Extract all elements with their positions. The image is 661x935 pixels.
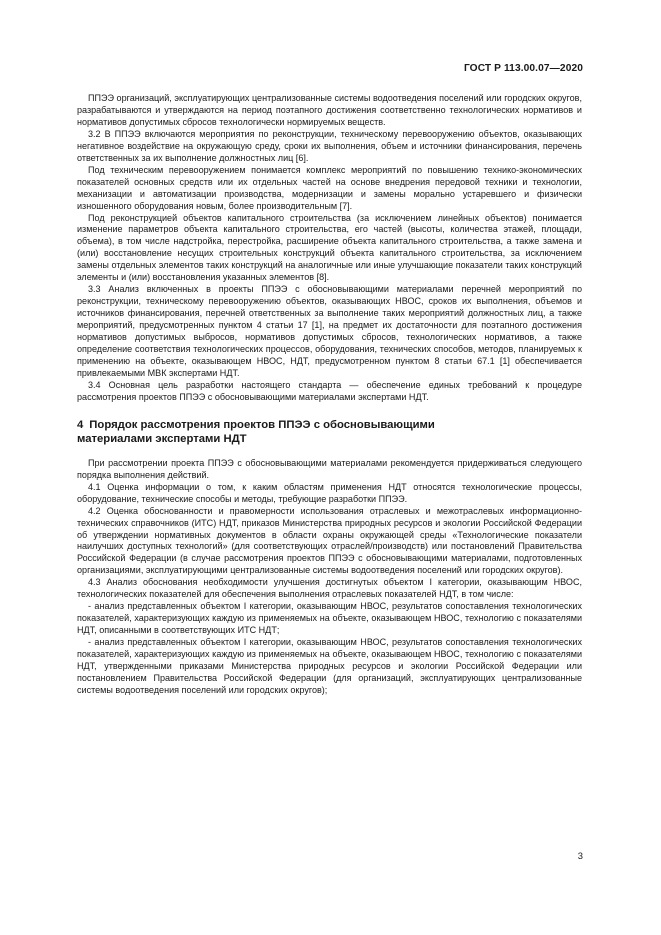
- paragraph: 3.2 В ППЭЭ включаются мероприятия по реконструкции, техническому перевооружению объектов, оказывающих негативное воздействие на окружающую среду, сроки их выполнения, объем и источники финансирования, перечень ответственных за их выполнение должностных лиц [6].: [77, 128, 582, 163]
- document-code: ГОСТ Р 113.00.07—2020: [463, 63, 583, 74]
- section-title-line2: материалами экспертами НДТ: [77, 432, 247, 445]
- paragraph: 3.4 Основная цель разработки настоящего стандарта — обеспечение единых требований к процедуре рассмотрения проектов ППЭЭ с обосновывающими материалами экспертами НДТ.: [77, 379, 582, 402]
- list-item: - анализ представленных объектом I категории, оказывающим НВОС, результатов сопоставления технологических показателей, характеризующих каждую из применяемых на объекте, оказывающем НВОС, технологию с показателями НДТ, утвержденными приказами Министерства природных ресурсов и экологии Российской Федерации или постановлением Правительства Российской Федерации (для организаций, эксплуатирующих централизованные системы водоотведения поселений или городских округов);: [77, 637, 582, 695]
- section-title-line1: Порядок рассмотрения проектов ППЭЭ с обосновывающими: [89, 418, 435, 431]
- paragraph: Под реконструкцией объектов капитального строительства (за исключением линейных объектов) понимается изменение параметров объекта капитального строительства, его частей (высоты, количества этажей, площади, объема), в том числе надстройка, перестройка, расширение объекта капитального строительства, а также замена и (или) восстановление несущих строительных конструкций объекта капитального строительства, за исключением замены отдельных элементов таких конструкций на аналогичные или иные улучшающие показатели таких конструкций элементы и (или) восстановления указанных элементов [8].: [77, 212, 582, 283]
- paragraph: При рассмотрении проекта ППЭЭ с обосновывающими материалами рекомендуется придерживаться следующего порядка выполнения действий.: [77, 457, 582, 480]
- paragraph: 4.2 Оценка обоснованности и правомерности использования отраслевых и межотраслевых информационно-технических справочников (ИТС) НДТ, приказов Министерства природных ресурсов и экологии Российской Федерации об утверждении нормативных документов в области охраны окружающей среды «Технологические показатели наилучших доступных технологий» (для соответствующих отраслей/производств) или постановлений Правительства Российской Федерации (в случае рассмотрения проектов ППЭЭ с обосновывающими материалами, подготовленных организациями, эксплуатирующими централизованные системы водоотведения поселений или городских округов).: [77, 505, 582, 576]
- page-body: [77, 93, 582, 697]
- paragraph: 3.3 Анализ включенных в проекты ППЭЭ с обосновывающими материалами перечней мероприятий по реконструкции, техническому перевооружению объектов, оказывающих НВОС, сроков их выполнения, объемов и источников финансирования, перечней ответственных за выполнение таких мероприятий должностных лиц, а также мероприятий, предусмотренных пунктом 4 статьи 17 [1], на предмет их достаточности для поэтапного достижения нормативов допустимых выбросов, нормативов допустимых сбросов, технологических нормативов, а также определение соответствия технологических процессов, оборудования, технических способов, методов, планируемых к применению на объекте, оказывающем НВОС, НДТ, предусмотренном пунктом 8 статьи 67.1 [1] обеспечивается привлекаемыми МВК экспертами НДТ.: [77, 284, 582, 378]
- list-item: - анализ представленных объектом I категории, оказывающим НВОС, результатов сопоставления технологических показателей, характеризующих каждую из применяемых на объекте, оказывающем НВОС, технологию с показателями НДТ, описанными в соответствующих ИТС НДТ;: [77, 601, 582, 636]
- paragraph: 4.3 Анализ обоснования необходимости улучшения достигнутых объектом I категории, оказывающим НВОС, технологических показателей для обеспечения выполнения отраслевых показателей НДТ, в том числе:: [77, 577, 582, 600]
- paragraph: ППЭЭ организаций, эксплуатирующих централизованные системы водоотведения поселений или городских округов, разрабатываются и утверждаются на период поэтапного достижения соответственно технологических нормативов и нормативов допустимых сбросов технологически нормируемых веществ.: [77, 93, 582, 127]
- paragraph: 4.1 Оценка информации о том, к каким областям применения НДТ относятся технологические процессы, оборудование, технические способы и методы, требующие разработки ППЭЭ.: [77, 481, 582, 504]
- section-number: 4: [77, 418, 84, 431]
- section-heading: [77, 418, 582, 446]
- page-number: 3: [577, 850, 583, 861]
- paragraph: Под техническим перевооружением понимается комплекс мероприятий по повышению технико-экономических показателей основных средств или их отдельных частей на основе внедрения передовой техники и технологии, механизации и автоматизации производства, модернизации и замены морально устаревшего и физически изношенного оборудования новым, более производительным [7].: [77, 164, 582, 211]
